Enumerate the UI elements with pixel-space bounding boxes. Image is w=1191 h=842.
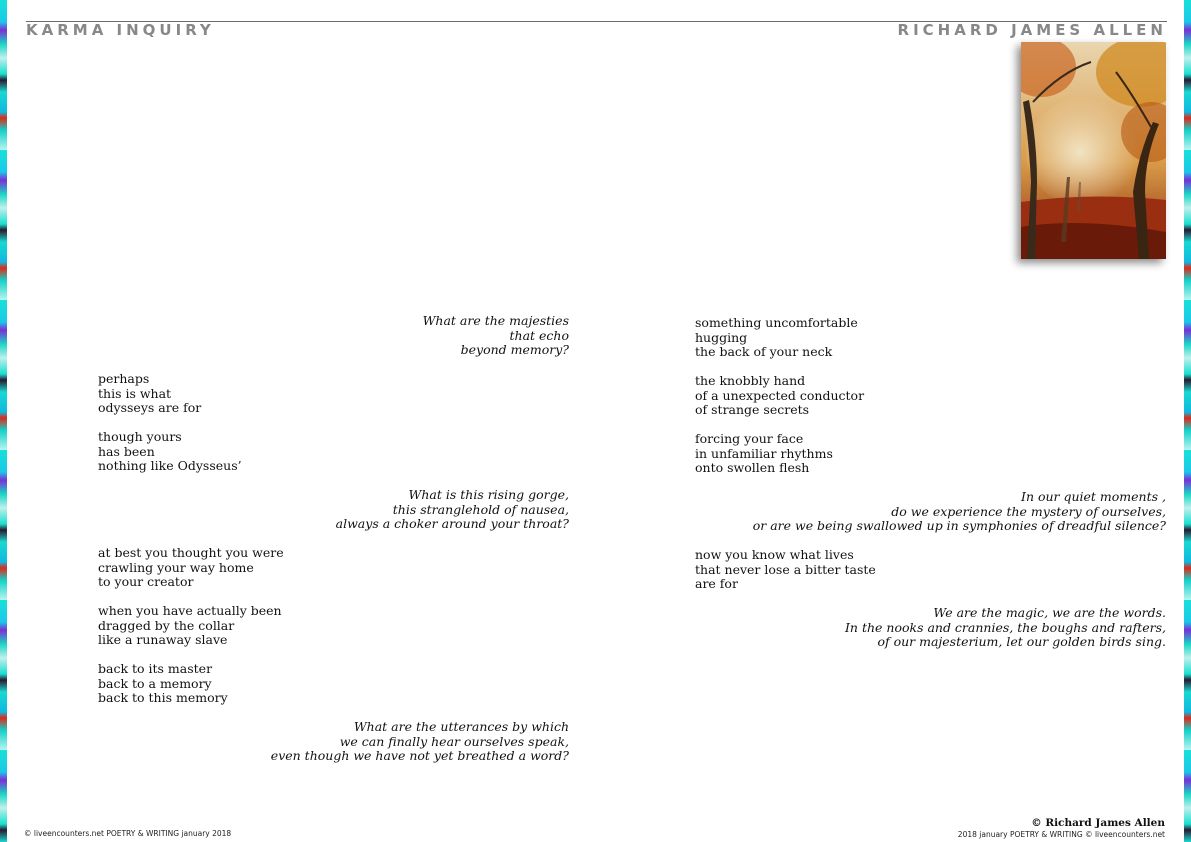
poem-line: In our quiet moments , (1021, 489, 1166, 504)
poem-line: or are we being swallowed up in symphonies of dreadful silence? (752, 518, 1166, 534)
poem-line: now you know what lives (695, 547, 854, 562)
poem-line: We are the magic, we are the words. (933, 605, 1166, 620)
left-stanza-4 (98, 604, 282, 648)
poem-line: that never lose a bitter taste (695, 561, 876, 577)
poem-line: are for (695, 576, 738, 592)
footer-right-credit: 2018 january POETRY & WRITING © liveencounters.net (957, 830, 1165, 839)
poem-line: back to this memory (98, 690, 228, 706)
poem-line: the back of your neck (695, 344, 833, 360)
poem-line: of strange secrets (695, 402, 810, 418)
poem-line: something uncomfortable (695, 315, 858, 330)
left-stanza-5 (98, 662, 228, 706)
left-question-2 (336, 488, 569, 532)
poem-line: the knobbly hand (695, 373, 806, 388)
section-title: KARMA INQUIRY (26, 21, 215, 39)
poem-line: back to its master (98, 661, 213, 676)
poem-line: always a choker around your throat? (335, 516, 569, 532)
poem-line: though yours (98, 429, 182, 444)
poem-line: beyond memory? (460, 342, 569, 358)
poem-line: What are the utterances by which (353, 719, 569, 734)
poem-line: What is this rising gorge, (408, 487, 569, 502)
poem-line: hugging (695, 329, 748, 345)
poem-line: In the nooks and crannies, the boughs and rafters, (844, 619, 1166, 635)
poem-line: forcing your face (695, 431, 804, 446)
footer-author: © Richard James Allen (1031, 817, 1165, 829)
poem-line: even though we have not yet breathed a word? (270, 748, 569, 764)
footer-right (958, 817, 1165, 839)
right-stanza-2 (695, 374, 864, 418)
left-stanza-1 (98, 372, 201, 416)
poem-line: of our majesterium, let our golden birds sing. (877, 634, 1166, 650)
right-stanza-4 (695, 548, 876, 592)
footer-left-credit: © liveencounters.net POETRY & WRITING january 2018 (24, 829, 232, 838)
poem-line: perhaps (98, 371, 150, 386)
poem-line: do we experience the mystery of ourselves, (891, 503, 1166, 519)
poem-line: onto swollen flesh (695, 460, 810, 476)
left-stanza-3 (98, 546, 284, 590)
poem-line: dragged by the collar (98, 617, 235, 633)
left-question-3 (271, 720, 569, 764)
decorative-edge-right (1184, 0, 1191, 842)
poem-line: of a unexpected conductor (695, 387, 865, 403)
right-question-1 (753, 490, 1166, 534)
right-stanza-3 (695, 432, 833, 476)
poem-line: at best you thought you were (98, 545, 284, 560)
author-title: RICHARD JAMES ALLEN (897, 21, 1167, 39)
right-stanza-1 (695, 316, 858, 360)
poem-line: crawling your way home (98, 559, 254, 575)
poem-line: to your creator (98, 574, 194, 590)
poem-line: when you have actually been (98, 603, 282, 618)
left-stanza-2 (98, 430, 242, 474)
decorative-edge-left (0, 0, 7, 842)
poem-line: that echo (509, 327, 569, 343)
poem-line: odysseys are for (98, 400, 202, 416)
right-question-2 (845, 606, 1166, 650)
poem-line: back to a memory (98, 675, 212, 691)
left-question-1 (423, 314, 569, 358)
poem-line: this stranglehold of nausea, (392, 501, 569, 517)
poem-line: has been (98, 443, 155, 459)
poem-line: like a runaway slave (98, 632, 228, 648)
poem-line: this is what (98, 385, 172, 401)
autumn-forest-photo (1021, 42, 1166, 259)
poem-line: What are the majesties (422, 313, 569, 328)
poem-line: in unfamiliar rhythms (695, 445, 833, 461)
poem-line: nothing like Odysseus’ (98, 458, 242, 474)
poem-line: we can finally hear ourselves speak, (339, 733, 569, 749)
